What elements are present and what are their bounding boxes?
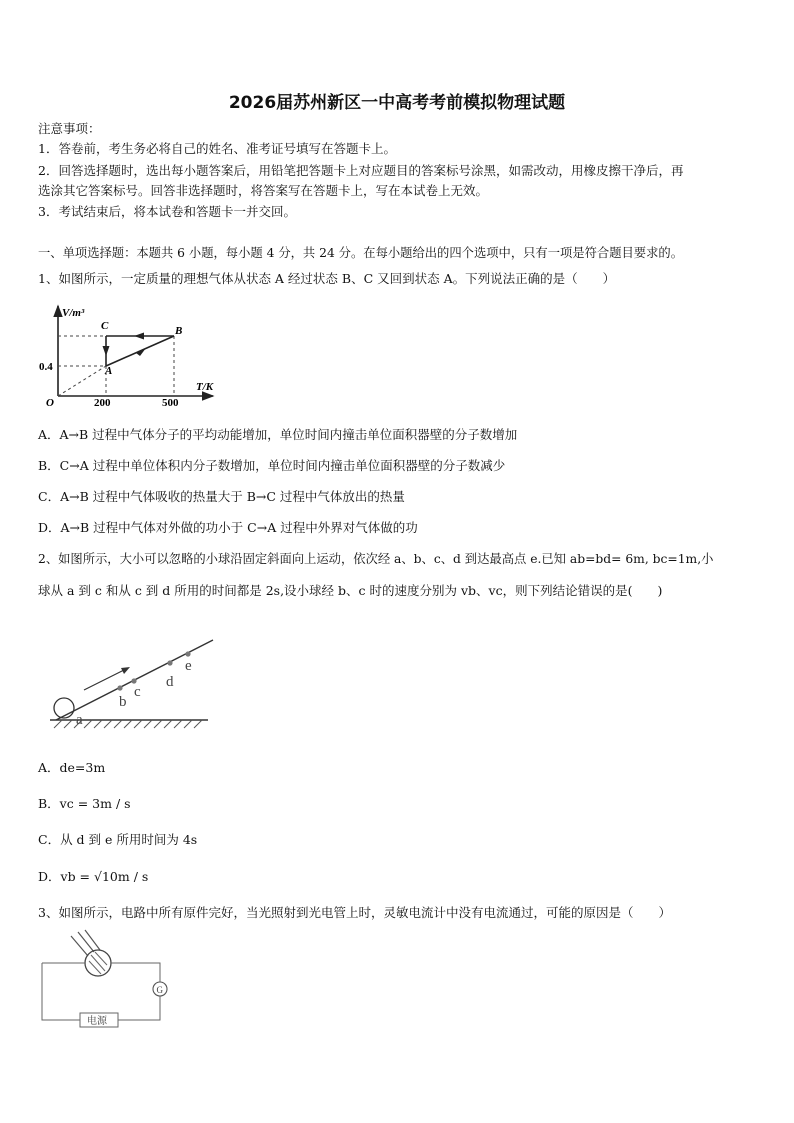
notice-item: 选涂其它答案标号。回答非选择题时，将答案写在答题卡上，写在本试卷上无效。: [38, 183, 489, 198]
question-1-option-d: D．A→B 过程中气体对外做的功小于 C→A 过程中外界对气体做的功: [38, 520, 418, 535]
notice-item: 1．答卷前，考生务必将自己的姓名、准考证号填写在答题卡上。: [38, 141, 396, 156]
circuit-wire: [42, 963, 160, 1020]
question-2-stem: 2、如图所示，大小可以忽略的小球沿固定斜面向上运动，依次经 a、b、c、d 到达最高点 e.已知 ab=bd= 6m, bc=1m,小: [38, 552, 714, 566]
power-source-label: 电源: [87, 1016, 107, 1027]
photocell-circuit: [38, 928, 174, 1028]
question-2-option-b: B．vc = 3m / s: [38, 796, 131, 811]
x-axis-label: T/K: [196, 381, 214, 393]
y-tick-label: 0.4: [39, 361, 53, 373]
incline-diagram: [38, 632, 218, 736]
question-1-option-b: B．C→A 过程中单位体积内分子数增加，单位时间内撞击单位面积器壁的分子数减少: [38, 458, 506, 473]
question-2-option-a: A．de=3m: [38, 760, 106, 775]
question-2-option-c: C．从 d 到 e 所用时间为 4s: [38, 832, 198, 847]
page-title: 2026届苏州新区一中高考考前模拟物理试题: [228, 93, 566, 113]
x-tick-label: 500: [162, 397, 179, 409]
notice-item: 2．回答选择题时，选出每小题答案后，用铅笔把答题卡上对应题目的答案标号涂黑，如需改动，用橡皮擦干净后，再: [38, 163, 684, 178]
origin-label: O: [46, 397, 54, 409]
question-3-stem: 3、如图所示，电路中所有原件完好，当光照射到光电管上时，灵敏电流计中没有电流通过，可能的原因是（ ）: [38, 905, 671, 920]
y-axis-label: V/m³: [62, 307, 85, 319]
point-label: c: [134, 684, 141, 700]
x-tick-label: 200: [94, 397, 111, 409]
notice-item: 3．考试结束后，将本试卷和答题卡一并交回。: [38, 204, 296, 219]
question-1-option-a: A．A→B 过程中气体分子的平均动能增加，单位时间内撞击单位面积器壁的分子数增加: [38, 427, 518, 442]
question-1-option-c: C．A→B 过程中气体吸收的热量大于 B→C 过程中气体放出的热量: [38, 489, 405, 504]
question-1-stem: 1、如图所示，一定质量的理想气体从状态 A 经过状态 B、C 又回到状态 A。下列说法正确的是（ ）: [38, 271, 616, 286]
notice-heading: 注意事项：: [38, 121, 101, 136]
point-label: B: [175, 325, 183, 337]
galvanometer-label: G: [156, 985, 163, 995]
section-heading: 一、单项选择题：本题共 6 小题，每小题 4 分，共 24 分。在每小题给出的四个选项中，只有一项是符合题目要求的。: [38, 246, 683, 260]
point-label: e: [185, 658, 192, 674]
point-label: b: [119, 694, 127, 710]
point-label: a: [76, 712, 83, 728]
point-label: C: [101, 320, 109, 332]
ball: [54, 698, 74, 718]
volume-temperature-graph: [38, 298, 228, 410]
question-2-stem-cont: 球从 a 到 c 和从 c 到 d 所用的时间都是 2s,设小球经 b、c 时的速度分别为 vb、vc，则下列结论错误的是( ): [38, 583, 663, 598]
question-2-option-d: D．vb = √10m / s: [38, 869, 149, 884]
point-label: A: [105, 365, 113, 377]
point-label: d: [166, 674, 174, 690]
